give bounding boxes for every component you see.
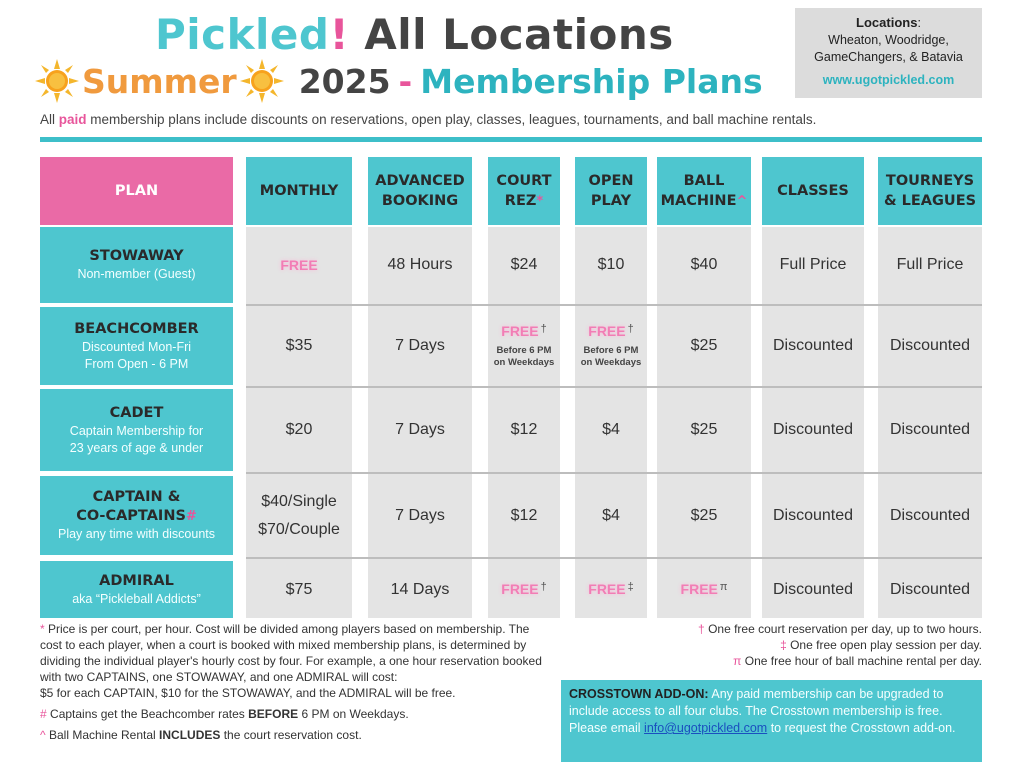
open-note-2: on Weekdays bbox=[580, 357, 642, 368]
cell-monthly bbox=[246, 476, 352, 555]
booking-window: 48 Hours bbox=[387, 256, 453, 273]
header-monthly-label: MONTHLY bbox=[259, 183, 339, 199]
price: $40 bbox=[690, 256, 718, 273]
footnote-ball-bold: INCLUDES bbox=[159, 728, 221, 742]
tourneys-value: Discounted bbox=[889, 580, 971, 598]
header-label-1: ADVANCED bbox=[375, 173, 465, 189]
price: $24 bbox=[510, 256, 538, 273]
footnote-captains-bold: BEFORE bbox=[248, 707, 299, 721]
price: $4 bbox=[602, 506, 620, 524]
cell-ball bbox=[657, 307, 751, 385]
footnote-mark: ‡ bbox=[780, 638, 787, 652]
free-badge: FREE bbox=[588, 580, 626, 597]
divider bbox=[40, 137, 982, 142]
footnote-price-example: $5 for each CAPTAIN, $10 for the STOWAWAY, and the ADMIRAL will be free. bbox=[40, 686, 456, 700]
plan-name: CAPTAIN & bbox=[92, 489, 181, 505]
cell-court bbox=[488, 389, 560, 471]
cell-court bbox=[481, 307, 567, 385]
cell-open bbox=[575, 476, 647, 555]
footnote-mark: π bbox=[719, 580, 728, 593]
price: $4 bbox=[602, 421, 620, 438]
footnote-captains: Captains get the Beachcomber rates bbox=[46, 707, 249, 721]
locations-line-1: Wheaton, Woodridge, bbox=[828, 33, 949, 47]
footnote-mark: † bbox=[540, 580, 547, 593]
cell-court bbox=[488, 476, 560, 555]
price: $25 bbox=[690, 421, 718, 438]
cell-open bbox=[568, 307, 654, 385]
season-label: Summer bbox=[82, 61, 237, 101]
header-plan bbox=[40, 157, 233, 225]
footnote-mark: † bbox=[540, 323, 547, 335]
plan-name: BEACHCOMBER bbox=[74, 320, 199, 337]
website-link[interactable]: www.ugotpickled.com bbox=[822, 73, 955, 87]
cell-open bbox=[575, 389, 647, 471]
brand-name: Pickled bbox=[155, 10, 330, 59]
plan-desc: aka “Pickleball Addicts” bbox=[72, 591, 201, 606]
header-label-2: PLAY bbox=[590, 193, 632, 209]
cell-open bbox=[575, 561, 647, 618]
row-separator bbox=[246, 557, 982, 559]
cell-classes bbox=[756, 307, 870, 385]
crosstown-box bbox=[561, 680, 982, 762]
cell-court bbox=[488, 227, 560, 303]
price-couple: $70/Couple bbox=[258, 520, 340, 538]
subline-pre: All bbox=[40, 112, 59, 127]
price: $20 bbox=[285, 421, 313, 438]
locations-colon: : bbox=[917, 16, 921, 30]
booking-window: 7 Days bbox=[395, 421, 445, 438]
crosstown-text: Any paid membership can be upgraded to include access to all four clubs. The Crosstown membership is free. Please email bbox=[569, 687, 944, 735]
plan-captain bbox=[40, 476, 233, 555]
cell-court bbox=[488, 561, 560, 618]
cell-monthly bbox=[246, 227, 352, 303]
cell-classes bbox=[756, 476, 870, 555]
tourneys-value: Discounted bbox=[889, 337, 971, 354]
booking-window: 7 Days bbox=[395, 506, 445, 524]
free-badge: FREE bbox=[680, 580, 718, 597]
tourneys-value: Discounted bbox=[889, 506, 971, 524]
email-link[interactable]: info@ugotpickled.com bbox=[644, 721, 768, 735]
plan-stowaway bbox=[40, 227, 233, 303]
footnote-price: Price is per court, per hour. Cost will be divided among players based on membership. The cost to each player, when a court is booked with mixed membership plans, is determined by dividing the individual player's hourly cost by four. For example, a one hour reservation booked with two CAPTAINS, one STOWAWAY, and one ADMIRAL will cost: bbox=[40, 622, 542, 684]
footnote-mark: ‡ bbox=[627, 580, 634, 593]
cell-open bbox=[575, 227, 647, 303]
price: $40/Single bbox=[261, 492, 337, 510]
row-separator bbox=[246, 386, 982, 388]
free-badge: FREE bbox=[501, 323, 539, 339]
header-label-2: MACHINE bbox=[660, 192, 737, 209]
cell-booking bbox=[368, 389, 472, 471]
price: $25 bbox=[690, 506, 718, 524]
footnote-mark: † bbox=[627, 323, 634, 335]
brand-exclamation: ! bbox=[329, 10, 350, 59]
crosstown-heading: CROSSTOWN ADD-ON: bbox=[569, 687, 709, 701]
header-label-1: OPEN bbox=[588, 173, 634, 189]
cell-monthly bbox=[246, 561, 352, 618]
plan-desc: Play any time with discounts bbox=[57, 527, 215, 541]
cell-booking bbox=[368, 561, 472, 618]
membership-plans-label: Membership Plans bbox=[420, 61, 763, 101]
subline-paid: paid bbox=[58, 112, 87, 127]
subline bbox=[40, 112, 816, 127]
tourneys-value: Full Price bbox=[896, 256, 964, 273]
footnote-mark: ^ bbox=[736, 193, 748, 209]
crosstown-text-2: to request the Crosstown add-on. bbox=[767, 721, 956, 735]
header-classes-label: CLASSES bbox=[777, 183, 849, 199]
classes-value: Discounted bbox=[772, 421, 854, 438]
footnote-mark: # bbox=[185, 509, 197, 524]
footnote-mark: * bbox=[40, 622, 45, 636]
footnote-mark: ^ bbox=[40, 728, 46, 742]
court-note: Before 6 PM bbox=[496, 345, 552, 356]
cell-tourneys bbox=[872, 307, 988, 385]
cell-booking bbox=[368, 227, 472, 303]
open-note: Before 6 PM bbox=[583, 345, 639, 356]
plan-beachcomber bbox=[40, 307, 233, 385]
footnote-mark: * bbox=[536, 193, 544, 209]
header-label-2: REZ bbox=[504, 192, 537, 209]
cell-tourneys bbox=[872, 227, 988, 303]
cell-classes bbox=[756, 389, 870, 471]
cell-ball bbox=[657, 561, 751, 618]
classes-value: Discounted bbox=[772, 580, 854, 598]
header-plan-label: PLAN bbox=[114, 183, 159, 199]
year-label: 2025 bbox=[298, 61, 391, 101]
plan-desc-2: 23 years of age & under bbox=[69, 440, 204, 455]
plan-name: STOWAWAY bbox=[89, 248, 184, 264]
booking-window: 14 Days bbox=[390, 580, 450, 598]
footnotes-left bbox=[40, 621, 550, 748]
price: $12 bbox=[510, 506, 538, 524]
page-subtitle bbox=[32, 58, 763, 104]
cell-ball bbox=[657, 227, 751, 303]
subline-post: membership plans include discounts on reservations, open play, classes, leagues, tournaments, and ball machine rentals. bbox=[86, 112, 817, 127]
cell-monthly bbox=[246, 307, 352, 385]
header-label-1: COURT bbox=[496, 172, 552, 189]
cell-classes bbox=[756, 227, 870, 303]
header-label-1: BALL bbox=[683, 172, 725, 189]
footnote-ddagger: One free open play session per day. bbox=[786, 638, 982, 652]
price: $12 bbox=[510, 421, 538, 438]
header-label-2: & LEAGUES bbox=[883, 193, 977, 209]
cell-tourneys bbox=[872, 389, 988, 471]
header-classes bbox=[762, 157, 864, 225]
cell-booking bbox=[368, 307, 472, 385]
row-separator bbox=[246, 472, 982, 474]
plan-desc: Captain Membership for bbox=[69, 423, 204, 438]
classes-value: Full Price bbox=[779, 256, 847, 273]
header-label-2: BOOKING bbox=[381, 193, 459, 209]
plan-desc-2: From Open - 6 PM bbox=[84, 356, 189, 371]
sun-icon bbox=[34, 58, 80, 104]
plan-admiral bbox=[40, 561, 233, 618]
cell-tourneys bbox=[872, 476, 988, 555]
footnote-captains-post: 6 PM on Weekdays. bbox=[298, 707, 409, 721]
plan-name-2: CO-CAPTAINS bbox=[76, 508, 186, 524]
locations-line-2: GameChangers, & Batavia bbox=[814, 50, 963, 64]
footnote-ball: Ball Machine Rental bbox=[45, 728, 160, 742]
header-open-play bbox=[575, 157, 647, 225]
tourneys-value: Discounted bbox=[889, 421, 971, 438]
header-ball-machine bbox=[657, 157, 751, 225]
footnote-ball-post: the court reservation cost. bbox=[220, 728, 362, 742]
header-advanced-booking bbox=[368, 157, 472, 225]
header-label-1: TOURNEYS bbox=[885, 173, 975, 189]
locations-box bbox=[795, 8, 982, 98]
sun-icon bbox=[239, 58, 285, 104]
cell-ball bbox=[657, 476, 751, 555]
cell-booking bbox=[368, 476, 472, 555]
title-dash: - bbox=[398, 61, 413, 101]
plan-desc: Non-member (Guest) bbox=[77, 267, 196, 281]
classes-value: Discounted bbox=[772, 337, 854, 354]
free-badge: FREE bbox=[280, 257, 318, 273]
footnotes-right bbox=[698, 621, 982, 669]
plan-name: ADMIRAL bbox=[99, 572, 174, 589]
price: $35 bbox=[285, 337, 313, 354]
footnote-mark: # bbox=[40, 707, 47, 721]
price: $10 bbox=[597, 256, 625, 273]
cell-ball bbox=[657, 389, 751, 471]
cell-tourneys bbox=[872, 561, 988, 618]
court-note-2: on Weekdays bbox=[493, 357, 555, 368]
free-badge: FREE bbox=[588, 323, 626, 339]
row-separator bbox=[246, 304, 982, 306]
plan-cadet bbox=[40, 389, 233, 471]
price: $25 bbox=[690, 337, 718, 354]
page-title bbox=[155, 10, 674, 59]
footnote-pi: One free hour of ball machine rental per day. bbox=[741, 654, 982, 668]
header-court-rez bbox=[488, 157, 560, 225]
header-tourneys bbox=[878, 157, 982, 225]
header-monthly bbox=[246, 157, 352, 225]
footnote-dagger: One free court reservation per day, up to two hours. bbox=[704, 622, 982, 636]
cell-monthly bbox=[246, 389, 352, 471]
plan-desc: Discounted Mon-Fri bbox=[81, 339, 192, 354]
booking-window: 7 Days bbox=[395, 337, 445, 354]
cell-classes bbox=[756, 561, 870, 618]
footnote-mark: π bbox=[733, 654, 742, 668]
footnote-mark: † bbox=[698, 622, 705, 636]
free-badge: FREE bbox=[501, 580, 539, 597]
title-rest: All Locations bbox=[349, 10, 674, 59]
price: $75 bbox=[285, 580, 313, 598]
classes-value: Discounted bbox=[772, 506, 854, 524]
locations-heading: Locations bbox=[856, 15, 918, 30]
plan-name: CADET bbox=[109, 404, 164, 421]
